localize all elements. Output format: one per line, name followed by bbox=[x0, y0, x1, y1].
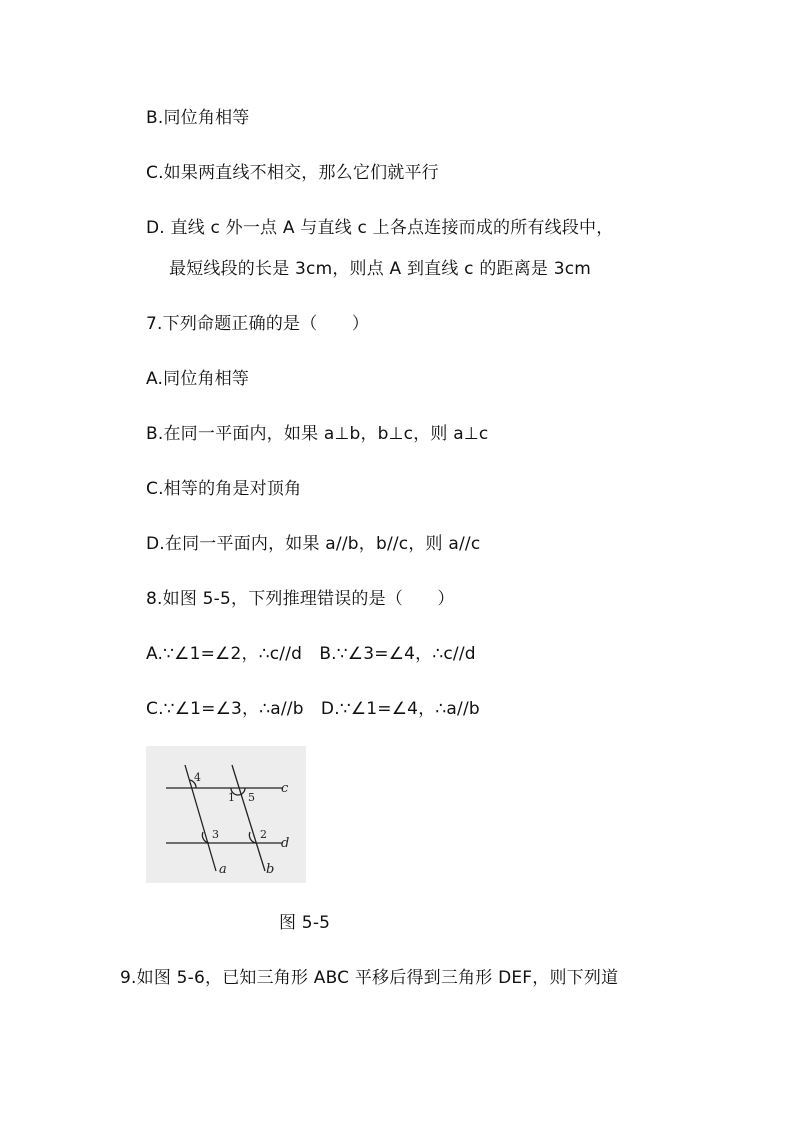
q8-stem: 8.如图 5-5，下列推理错误的是（ ） bbox=[146, 589, 455, 609]
figure-5-5 bbox=[146, 746, 306, 883]
q9-stem: 9.如图 5-6，已知三角形 ABC 平移后得到三角形 DEF，则下列道 bbox=[120, 968, 619, 988]
q7-option-c: C.相等的角是对顶角 bbox=[146, 479, 302, 499]
angle-label-2: 2 bbox=[260, 828, 267, 841]
line-b bbox=[232, 765, 265, 871]
q8-options-ab: A.∵∠1=∠2，∴c//d B.∵∠3=∠4，∴c//d bbox=[146, 644, 476, 664]
line-label-c: c bbox=[281, 781, 289, 796]
q6-option-d-line1: D. 直线 c 外一点 A 与直线 c 上各点连接而成的所有线段中， bbox=[146, 218, 614, 238]
angle-label-1: 1 bbox=[228, 791, 235, 804]
q8-options-cd: C.∵∠1=∠3，∴a//b D.∵∠1=∠4，∴a//b bbox=[146, 699, 480, 719]
figure-5-5-diagram bbox=[146, 746, 306, 883]
angle-label-5: 5 bbox=[248, 791, 255, 804]
figure-caption: 图 5-5 bbox=[279, 913, 331, 933]
angle-label-4: 4 bbox=[194, 771, 201, 784]
line-label-b: b bbox=[266, 862, 275, 877]
q7-option-d: D.在同一平面内，如果 a//b，b//c，则 a//c bbox=[146, 534, 481, 554]
q6-option-d-line2: 最短线段的长是 3cm，则点 A 到直线 c 的距离是 3cm bbox=[169, 259, 592, 279]
q6-option-c: C.如果两直线不相交，那么它们就平行 bbox=[146, 163, 439, 183]
q6-option-b: B.同位角相等 bbox=[146, 108, 250, 128]
q7-stem: 7.下列命题正确的是（ ） bbox=[146, 314, 370, 334]
line-label-a: a bbox=[219, 862, 227, 877]
angle-label-3: 3 bbox=[212, 828, 219, 841]
q7-option-b: B.在同一平面内，如果 a⊥b，b⊥c，则 a⊥c bbox=[146, 424, 489, 444]
q7-option-a: A.同位角相等 bbox=[146, 369, 250, 389]
line-label-d: d bbox=[281, 836, 290, 851]
